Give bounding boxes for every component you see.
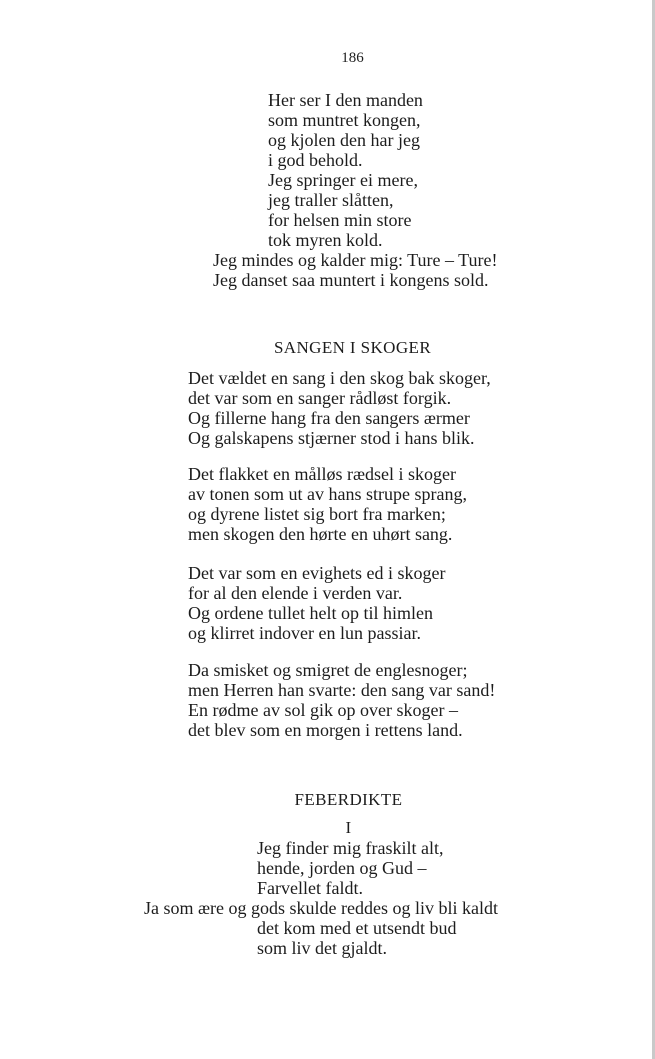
poem-line: Jeg springer ei mere, [268, 170, 418, 190]
poem-line: jeg traller slåtten, [268, 190, 394, 210]
poem-line: i god behold. [268, 150, 363, 170]
poem-line: Det vældet en sang i den skog bak skoger, [188, 368, 491, 388]
poem-line: for helsen min store [268, 210, 412, 230]
poem-line: av tonen som ut av hans strupe sprang, [188, 484, 467, 504]
poem-line: Da smisket og smigret de englesnoger; [188, 660, 468, 680]
poem-line: og kjolen den har jeg [268, 130, 420, 150]
poem-line: En rødme av sol gik op over skoger – [188, 700, 458, 720]
page-number: 186 [341, 50, 364, 66]
poem-line: Ja som ære og gods skulde reddes og liv bli kaldt [144, 898, 498, 918]
poem-line: tok myren kold. [268, 230, 383, 250]
poem-line: for al den elende i verden var. [188, 583, 403, 603]
poem-line: det kom med et utsendt bud [257, 918, 457, 938]
poem-line: men skogen den hørte en uhørt sang. [188, 524, 453, 544]
poem-line: det var som en sanger rådløst forgik. [188, 388, 452, 408]
section-numeral: I [345, 818, 352, 837]
poem-title: SANGEN I SKOGER [273, 338, 432, 357]
poem-line: hende, jorden og Gud – [257, 858, 427, 878]
poem-line: og dyrene listet sig bort fra marken; [188, 504, 446, 524]
poem-line: som liv det gjaldt. [257, 938, 387, 958]
poem-line: Jeg mindes og kalder mig: Ture – Ture! [213, 250, 498, 270]
poem-line: Jeg danset saa muntert i kongens sold. [213, 270, 489, 290]
poem-line: og klirret indover en lun passiar. [188, 623, 421, 643]
poem-line: men Herren han svarte: den sang var sand! [188, 680, 496, 700]
poem-line: Det var som en evighets ed i skoger [188, 563, 446, 583]
poem-line: Og galskapens stjærner stod i hans blik. [188, 428, 475, 448]
poem-title: FEBERDIKTE [294, 790, 403, 809]
poem-line: som muntret kongen, [268, 110, 421, 130]
poem-line: Og ordene tullet helt op til himlen [188, 603, 433, 623]
poem-line: Farvellet faldt. [257, 878, 363, 898]
poem-line: Her ser I den manden [268, 90, 423, 110]
poem-line: Det flakket en målløs rædsel i skoger [188, 464, 456, 484]
poem-line: Og fillerne hang fra den sangers ærmer [188, 408, 470, 428]
poem-line: det blev som en morgen i rettens land. [188, 720, 463, 740]
poem-line: Jeg finder mig fraskilt alt, [257, 838, 444, 858]
